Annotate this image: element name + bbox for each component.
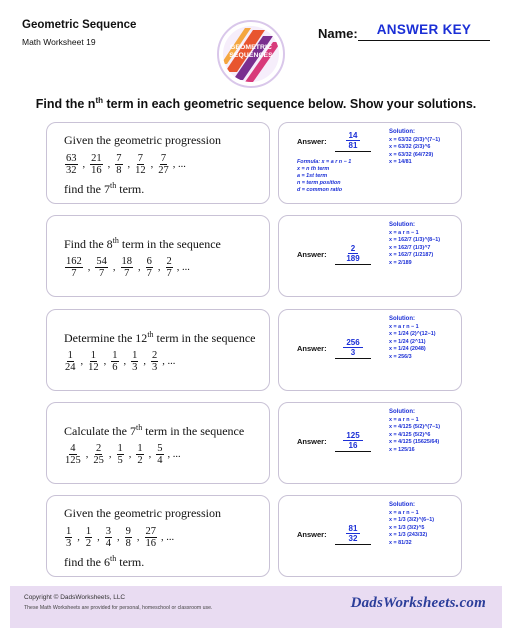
instructions bbox=[0, 96, 512, 111]
answer-value bbox=[341, 524, 365, 543]
numerator: 7 bbox=[116, 153, 122, 164]
denominator: 24 bbox=[65, 362, 76, 373]
term-separator: , bbox=[157, 262, 161, 273]
numerator: 1 bbox=[67, 350, 73, 361]
numerator: 63 bbox=[66, 153, 77, 164]
sequence-term bbox=[88, 153, 105, 176]
question-box-4 bbox=[46, 402, 270, 484]
term-separator: , bbox=[150, 159, 154, 170]
term-separator: , bbox=[128, 449, 132, 460]
term-separator: , bbox=[148, 449, 152, 460]
term-separator: , bbox=[107, 159, 111, 170]
sequence-term bbox=[133, 153, 148, 176]
answer-denominator: 189 bbox=[346, 254, 360, 263]
question-box-3 bbox=[46, 309, 270, 391]
answer-value bbox=[341, 338, 365, 357]
solution-steps: Solution: x = a r n − 1 x = 1/3 (3/2)^(6−1) x = 1/3 (3/2)^5 x = 1/3 (243/32) x = 81/32 bbox=[389, 502, 435, 546]
term-separator: , bbox=[80, 356, 84, 367]
sequence-term bbox=[63, 443, 83, 466]
denominator: 3 bbox=[132, 362, 138, 373]
question-text: Determine the 12th term in the sequence bbox=[64, 330, 256, 345]
denominator: 7 bbox=[166, 268, 172, 279]
answer-numerator: 81 bbox=[346, 524, 361, 534]
question-box-2 bbox=[46, 215, 270, 297]
denominator: 7 bbox=[99, 268, 105, 279]
term-separator: , bbox=[87, 262, 91, 273]
answer-denominator: 32 bbox=[348, 534, 358, 543]
site-logo[interactable]: DadsWorksheets.com bbox=[350, 595, 486, 611]
sequence-term bbox=[63, 350, 78, 373]
term-separator: , bbox=[82, 159, 86, 170]
numerator: 1 bbox=[85, 526, 92, 537]
term-separator: , bbox=[123, 356, 127, 367]
numerator: 162 bbox=[66, 256, 82, 267]
numerator: 1 bbox=[132, 350, 138, 361]
sequence-term bbox=[63, 256, 85, 279]
denominator: 27 bbox=[158, 165, 169, 176]
sequence-term bbox=[129, 350, 140, 373]
numerator: 18 bbox=[121, 256, 132, 267]
sequence-term bbox=[63, 153, 80, 176]
denominator: 16 bbox=[91, 165, 102, 176]
numerator: 1 bbox=[137, 443, 143, 454]
answer-underline bbox=[335, 544, 371, 545]
sequence-term bbox=[156, 153, 171, 176]
denominator: 7 bbox=[146, 268, 152, 279]
answer-key-label: ANSWER KEY bbox=[376, 22, 472, 37]
denominator: 12 bbox=[135, 165, 146, 176]
answer-box-4 bbox=[278, 402, 462, 484]
numerator: 21 bbox=[91, 153, 102, 164]
name-underline bbox=[358, 40, 490, 41]
denominator: 125 bbox=[65, 455, 81, 466]
term-separator: , bbox=[77, 532, 80, 543]
question-text-2: find the 6th term. bbox=[64, 554, 145, 569]
denominator: 2 bbox=[137, 455, 143, 466]
sequence-terms bbox=[63, 350, 175, 373]
topic-badge-logo bbox=[217, 20, 285, 88]
sequence-ellipsis: , ... bbox=[167, 449, 181, 460]
sequence-term bbox=[109, 350, 120, 373]
numerator: 1 bbox=[90, 350, 96, 361]
answer-value bbox=[341, 131, 365, 150]
sequence-term bbox=[143, 526, 160, 549]
answer-underline bbox=[335, 451, 371, 452]
answer-box-2 bbox=[278, 215, 462, 297]
sequence-ellipsis: , ... bbox=[172, 159, 186, 170]
sequence-ellipsis: , ... bbox=[161, 532, 175, 543]
answer-label: Answer: bbox=[297, 137, 327, 146]
denominator: 16 bbox=[145, 538, 156, 549]
sequence-term bbox=[63, 526, 74, 549]
sequence-term bbox=[119, 256, 136, 279]
badge-line-2: SEQUENCES bbox=[229, 52, 273, 59]
numerator: 7 bbox=[160, 153, 167, 164]
numerator: 27 bbox=[145, 526, 156, 537]
denominator: 8 bbox=[125, 538, 131, 549]
answer-numerator: 256 bbox=[343, 338, 362, 348]
solution-steps: Solution: x = a r n − 1 x = 1/24 (2)^(12−1) x = 1/24 (2^11) x = 1/24 (2048) x = 256/3 bbox=[389, 316, 436, 360]
question-text: Find the 8th term in the sequence bbox=[64, 236, 221, 251]
sequence-ellipsis: , ... bbox=[176, 262, 190, 273]
answer-denominator: 3 bbox=[350, 348, 356, 357]
numerator: 1 bbox=[117, 443, 123, 454]
answer-value bbox=[341, 244, 365, 263]
numerator: 4 bbox=[70, 443, 76, 454]
solution-steps: Solution: x = 63/32 (2/3)^(7−1) x = 63/32 (2/3)^6 x = 63/32 (64/729) x = 14/81 bbox=[389, 129, 441, 166]
answer-box-1 bbox=[278, 122, 462, 204]
footer-copyright: Copyright © DadsWorksheets, LLC bbox=[24, 594, 126, 601]
answer-box-5 bbox=[278, 495, 462, 577]
answer-label: Answer: bbox=[297, 344, 327, 353]
footer bbox=[10, 586, 502, 628]
sequence-terms bbox=[63, 526, 174, 549]
instructions-text-1: Find the n bbox=[35, 97, 96, 112]
term-separator: , bbox=[117, 532, 120, 543]
denominator: 7 bbox=[71, 268, 77, 279]
sequence-terms bbox=[63, 256, 190, 279]
question-box-5 bbox=[46, 495, 270, 577]
numerator: 2 bbox=[166, 256, 172, 267]
sequence-term bbox=[93, 256, 110, 279]
answer-label: Answer: bbox=[297, 250, 327, 259]
denominator: 8 bbox=[116, 165, 122, 176]
sequence-term bbox=[113, 153, 124, 176]
question-box-1 bbox=[46, 122, 270, 204]
term-separator: , bbox=[138, 262, 141, 273]
sequence-term bbox=[83, 526, 94, 549]
worksheet-title: Geometric Sequence bbox=[22, 19, 137, 31]
question-text: Given the geometric progression bbox=[64, 506, 221, 520]
sequence-term bbox=[103, 526, 114, 549]
solution-steps: Solution: x = a r n − 1 x = 4/125 (5/2)^(7−1) x = 4/125 (5/2)^6 x = 4/125 (15625/64) x = 125/16 bbox=[389, 409, 441, 453]
sequence-term bbox=[115, 443, 126, 466]
term-separator: , bbox=[108, 449, 112, 460]
numerator: 54 bbox=[96, 256, 107, 267]
numerator: 9 bbox=[125, 526, 131, 537]
answer-underline bbox=[335, 151, 371, 152]
sequence-term bbox=[144, 256, 155, 279]
sequence-term bbox=[91, 443, 106, 466]
term-separator: , bbox=[136, 532, 140, 543]
answer-numerator: 14 bbox=[346, 131, 361, 141]
answer-numerator: 2 bbox=[348, 244, 358, 254]
term-separator: , bbox=[103, 356, 107, 367]
answer-box-3 bbox=[278, 309, 462, 391]
denominator: 3 bbox=[66, 538, 72, 549]
denominator: 32 bbox=[66, 165, 77, 176]
question-text: Calculate the 7th term in the sequence bbox=[64, 423, 245, 438]
answer-label: Answer: bbox=[297, 530, 327, 539]
answer-value bbox=[341, 431, 365, 450]
numerator: 7 bbox=[137, 153, 143, 164]
answer-denominator: 81 bbox=[348, 141, 358, 150]
denominator: 2 bbox=[85, 538, 92, 549]
answer-denominator: 16 bbox=[348, 441, 358, 450]
numerator: 2 bbox=[96, 443, 102, 454]
numerator: 2 bbox=[152, 350, 158, 361]
answer-label: Answer: bbox=[297, 437, 327, 446]
question-text-2: find the 7th term. bbox=[64, 181, 145, 196]
term-separator: , bbox=[127, 159, 131, 170]
denominator: 4 bbox=[157, 455, 163, 466]
instructions-sup: th bbox=[95, 96, 104, 105]
footer-note: These Math Worksheets are provided for personal, homeschool or classroom use. bbox=[24, 605, 213, 611]
answer-underline bbox=[335, 264, 371, 265]
sequence-term bbox=[149, 350, 160, 373]
denominator: 25 bbox=[93, 455, 104, 466]
numerator: 1 bbox=[66, 526, 72, 537]
term-separator: , bbox=[85, 449, 89, 460]
sequence-terms bbox=[63, 443, 181, 466]
term-separator: , bbox=[97, 532, 100, 543]
denominator: 5 bbox=[117, 455, 123, 466]
sequence-term bbox=[154, 443, 165, 466]
answer-underline bbox=[335, 358, 371, 359]
denominator: 7 bbox=[124, 268, 130, 279]
term-separator: , bbox=[112, 262, 116, 273]
question-text: Given the geometric progression bbox=[64, 133, 221, 147]
denominator: 4 bbox=[105, 538, 111, 549]
denominator: 6 bbox=[112, 362, 118, 373]
numerator: 1 bbox=[112, 350, 118, 361]
sequence-term bbox=[86, 350, 101, 373]
denominator: 12 bbox=[88, 362, 99, 373]
instructions-text-2: term in each geometric sequence below. Show your solutions. bbox=[103, 97, 477, 112]
sequence-term bbox=[134, 443, 145, 466]
sequence-term bbox=[123, 526, 134, 549]
sequence-terms bbox=[63, 153, 186, 176]
sequence-term bbox=[164, 256, 175, 279]
numerator: 5 bbox=[157, 443, 163, 454]
answer-numerator: 125 bbox=[343, 431, 362, 441]
numerator: 3 bbox=[105, 526, 111, 537]
denominator: 3 bbox=[152, 362, 158, 373]
worksheet-subtitle: Math Worksheet 19 bbox=[22, 37, 96, 47]
numerator: 6 bbox=[146, 256, 152, 267]
formula-notes: Formula: x = a r n − 1 x = n th term a = 1st term n = term position d = common ratio bbox=[297, 159, 352, 193]
badge-line-1: GEOMETRIC bbox=[229, 44, 273, 51]
term-separator: , bbox=[143, 356, 146, 367]
name-label: Name: bbox=[318, 26, 358, 41]
sequence-ellipsis: , ... bbox=[162, 356, 176, 367]
solution-steps: Solution: x = a r n − 1 x = 162/7 (1/3)^(8−1) x = 162/7 (1/3)^7 x = 162/7 (1/2187) x = 2/189 bbox=[389, 222, 441, 266]
